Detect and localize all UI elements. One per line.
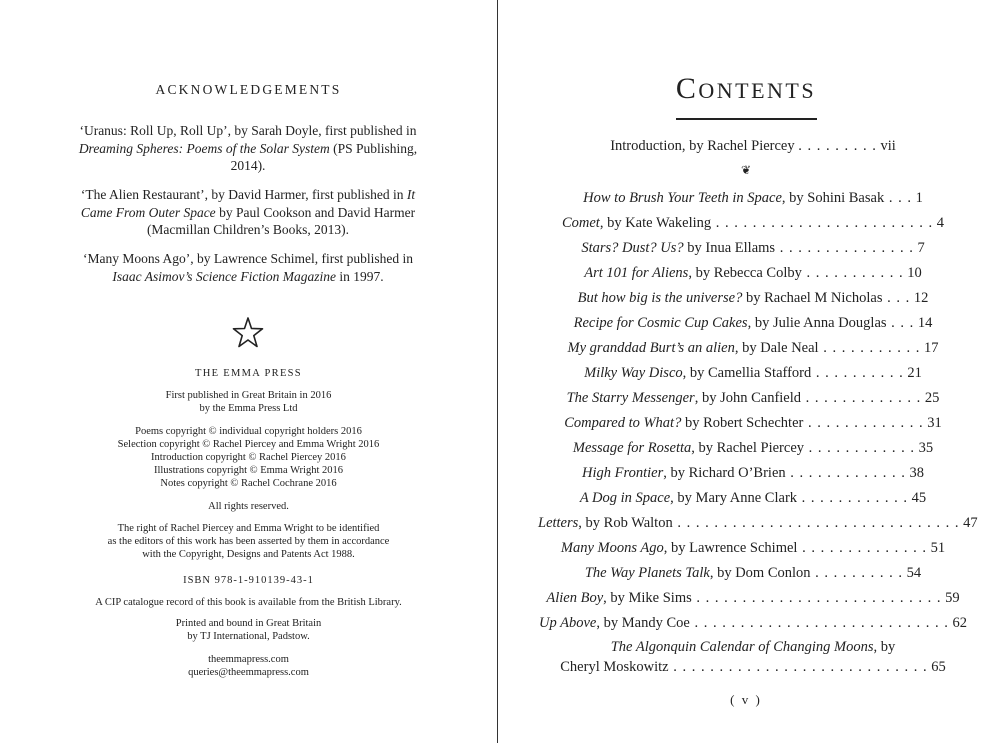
toc-page-number: 14 <box>917 315 933 331</box>
toc-page-number: 31 <box>927 415 942 431</box>
toc-page-number: 4 <box>936 215 945 231</box>
toc-author: , by Sohini Basak <box>781 190 885 206</box>
ack-text: in 1997. <box>336 268 384 284</box>
toc-poem-title: Many Moons Ago <box>560 540 664 556</box>
toc-entry <box>538 290 968 307</box>
toc-dots: . . . . . . . . . . . <box>801 265 904 281</box>
ack-book-title: Isaac Asimov’s Science Fiction Magazine <box>112 268 337 284</box>
toc-poem-title: How to Brush Your Teeth in Space <box>583 190 782 206</box>
acknowledgements-title: ACKNOWLEDGEMENTS <box>155 82 342 97</box>
toc-dots: . . . . . . . . . . . . . <box>785 465 906 481</box>
copyright-line: Notes copyright © Rachel Cochrane 2016 <box>160 478 337 489</box>
fleuron-ornament-icon: ❦ <box>740 163 752 177</box>
toc-dots: . . . <box>882 290 911 306</box>
toc-poem-title: My granddad Burt’s an alien <box>567 340 735 356</box>
toc-page-number: 21 <box>907 365 922 381</box>
copyright-line: Illustrations copyright © Emma Wright 2016 <box>153 465 344 476</box>
toc-introduction <box>538 138 968 155</box>
toc-entry <box>538 315 968 332</box>
moral-rights <box>60 522 437 561</box>
toc-author: , by Rob Walton <box>578 515 673 531</box>
toc-dots: . . . . . . . . . . . . . . . . . . . . . . . . . . . . . . . <box>672 515 960 531</box>
toc-page-number: 59 <box>945 590 960 606</box>
toc-page-number: 47 <box>963 515 978 531</box>
toc-poem-title: Milky Way Disco <box>584 365 683 381</box>
toc-author: , by <box>873 639 896 655</box>
toc-poem-title: But how big is the universe? <box>577 290 743 306</box>
toc-page-number: 25 <box>924 390 940 406</box>
acknowledgement-item <box>78 122 418 175</box>
toc-entry <box>538 365 968 382</box>
toc-page-number: 35 <box>918 440 934 456</box>
page-folio: ( v ) <box>730 692 762 707</box>
toc-page-number: 45 <box>911 490 927 506</box>
toc-entry <box>538 215 968 232</box>
acknowledgement-item <box>78 250 418 285</box>
rights-reserved: All rights reserved. <box>208 501 289 512</box>
toc-poem-title: Up Above <box>539 615 597 631</box>
info-line: Printed and bound in Great Britain <box>175 618 322 629</box>
toc-entry-last-line1 <box>538 639 968 656</box>
toc-poem-title: The Starry Messenger <box>566 390 695 406</box>
ack-book-title: Dreaming Spheres: Poems of the Solar System <box>78 140 330 156</box>
ack-text: by Paul Cookson and David Harmer (Macmillan Children’s Books, 2013). <box>146 204 416 237</box>
toc-poem-title: Letters <box>538 515 579 531</box>
toc-page-number: 38 <box>909 465 925 481</box>
toc-entry <box>538 265 968 282</box>
toc-poem-title: Compared to What? <box>564 415 682 431</box>
copyright-block <box>60 425 437 490</box>
toc-poem-title: Comet <box>561 215 600 231</box>
right-page <box>498 0 994 743</box>
toc-entry <box>538 590 968 607</box>
toc-page-number: 54 <box>906 565 922 581</box>
toc-entry <box>538 340 968 357</box>
toc-dots: . . . <box>884 190 912 206</box>
toc-dots: . . . . . . . . . . . . . . <box>797 540 927 556</box>
toc-author: , by Camellia Stafford <box>682 365 812 381</box>
toc-author: , by Julie Anna Douglas <box>747 315 887 331</box>
publisher-name: THE EMMA PRESS <box>195 368 302 379</box>
toc-author: Cheryl Moskowitz <box>560 659 669 675</box>
copyright-line: Introduction copyright © Rachel Piercey 2016 <box>151 452 346 463</box>
toc-poem-title: Recipe for Cosmic Cup Cakes <box>573 315 748 331</box>
toc-entry <box>538 540 968 557</box>
ack-book-title: It Came From Outer Space <box>80 187 416 220</box>
toc-dots: . . . . . . . . . . . . <box>797 490 909 506</box>
toc-dots: . . . . . . . . . . . . . . . <box>775 240 914 256</box>
toc-entry <box>538 565 968 582</box>
toc-dots: . . . . . . . . . . . . . . . . . . . . . . . . <box>711 215 934 231</box>
toc-page-number: 1 <box>915 190 923 206</box>
toc-text: Introduction, by Rachel Piercey <box>610 138 795 154</box>
toc-poem-title: Art 101 for Aliens <box>584 265 689 281</box>
toc-dots: . . . . . . . . . . . . <box>804 440 916 456</box>
toc-dots: . . . . . . . . . . . . . . . . . . . . . . . . . . . . <box>689 615 949 631</box>
toc-author: by Robert Schechter <box>681 415 804 431</box>
ack-text: ‘Uranus: Roll Up, Roll Up’, by Sarah Doyle, first published in <box>79 123 417 138</box>
toc-author: , by Mike Sims <box>603 590 692 606</box>
toc-page-number: 12 <box>913 290 929 306</box>
contents-title <box>498 72 994 106</box>
toc-entry-last-line2 <box>538 659 968 676</box>
toc-entry <box>538 615 968 632</box>
copyright-line: Selection copyright © Rachel Piercey and Emma Wright 2016 <box>117 439 380 450</box>
contents-title-initial: C <box>675 72 699 105</box>
info-line: by the Emma Press Ltd <box>199 403 298 414</box>
toc-dots: . . . . . . . . . . . . . <box>803 415 924 431</box>
ack-text: ‘The Alien Restaurant’, by David Harmer, first published in <box>80 187 407 202</box>
website: theemmapress.com <box>208 654 289 665</box>
toc-page-number: 62 <box>952 615 967 631</box>
toc-poem-title: The Way Planets Talk <box>584 565 710 581</box>
toc-page-number: vii <box>880 138 896 154</box>
toc-author: , by Dom Conlon <box>709 565 811 581</box>
toc-entry <box>538 515 978 532</box>
info-line: with the Copyright, Designs and Patents Act 1988. <box>142 549 355 560</box>
copyright-line: Poems copyright © individual copyright holders 2016 <box>135 426 362 437</box>
toc-entry <box>538 415 968 432</box>
toc-author: , by Lawrence Schimel <box>663 540 798 556</box>
toc-poem-title: Alien Boy <box>546 590 604 606</box>
toc-dots: . . . . . . . . . . . . . . . . . . . . . . . . . . . <box>691 590 942 606</box>
toc-page-number: 51 <box>930 540 946 556</box>
star-logo-icon <box>231 316 265 350</box>
ack-text: (PS Publishing, 2014). <box>230 140 418 173</box>
toc-poem-title: A Dog in Space <box>579 490 671 506</box>
toc-page-number: 17 <box>923 340 939 356</box>
toc-poem-title: High Frontier <box>581 465 664 481</box>
acknowledgement-item <box>78 186 418 239</box>
toc-author: , by Mandy Coe <box>596 615 690 631</box>
toc-entry <box>538 390 968 407</box>
toc-dots: . . . . . . . . . . <box>811 365 904 381</box>
toc-author: , by Mary Anne Clark <box>670 490 798 506</box>
toc-author: , by John Canfield <box>694 390 802 406</box>
toc-author: , by Rachel Piercey <box>691 440 805 456</box>
info-line: First published in Great Britain in 2016 <box>165 390 332 401</box>
toc-dots: . . . . . . . . . . . . . . . . . . . . . . . . . . . . <box>668 659 928 675</box>
toc-entry <box>538 465 968 482</box>
toc-page-number: 65 <box>931 659 946 675</box>
cip-record: A CIP catalogue record of this book is available from the British Library. <box>95 597 402 608</box>
toc-entry <box>538 440 968 457</box>
toc-entry <box>538 490 968 507</box>
contact-info <box>60 653 437 679</box>
ack-text: ‘Many Moons Ago’, by Lawrence Schimel, first published in <box>83 251 413 266</box>
toc-poem-title: Message for Rosetta <box>572 440 692 456</box>
contents-title-rest: ONTENTS <box>698 78 817 103</box>
email: queries@theemmapress.com <box>188 667 309 678</box>
title-rule <box>676 118 817 120</box>
toc-author: , by Richard O’Brien <box>663 465 786 481</box>
toc-page-number: 7 <box>917 240 925 256</box>
first-published <box>60 389 437 415</box>
toc-author: , by Kate Wakeling <box>599 215 712 231</box>
toc-author: , by Rebecca Colby <box>688 265 802 281</box>
toc-author: by Rachael M Nicholas <box>742 290 883 306</box>
toc-dots: . . . <box>886 315 915 331</box>
toc-entry <box>538 190 968 207</box>
info-line: by TJ International, Padstow. <box>187 631 310 642</box>
info-line: as the editors of this work has been asserted by them in accordance <box>107 536 390 547</box>
toc-author: by Inua Ellams <box>683 240 776 256</box>
toc-poem-title: Stars? Dust? Us? <box>581 240 684 256</box>
toc-dots: . . . . . . . . . . . . . <box>801 390 922 406</box>
toc-poem-title: The Algonquin Calendar of Changing Moons <box>610 639 874 655</box>
toc-page-number: 10 <box>907 265 922 281</box>
toc-dots: . . . . . . . . . . <box>810 565 904 581</box>
isbn: ISBN 978-1-910139-43-1 <box>183 575 314 586</box>
toc-dots: . . . . . . . . . <box>798 138 877 154</box>
printer-info <box>60 617 437 643</box>
toc-dots: . . . . . . . . . . . <box>818 340 921 356</box>
info-line: The right of Rachel Piercey and Emma Wright to be identified <box>117 523 380 534</box>
toc-author: , by Dale Neal <box>734 340 819 356</box>
toc-entry <box>538 240 968 257</box>
